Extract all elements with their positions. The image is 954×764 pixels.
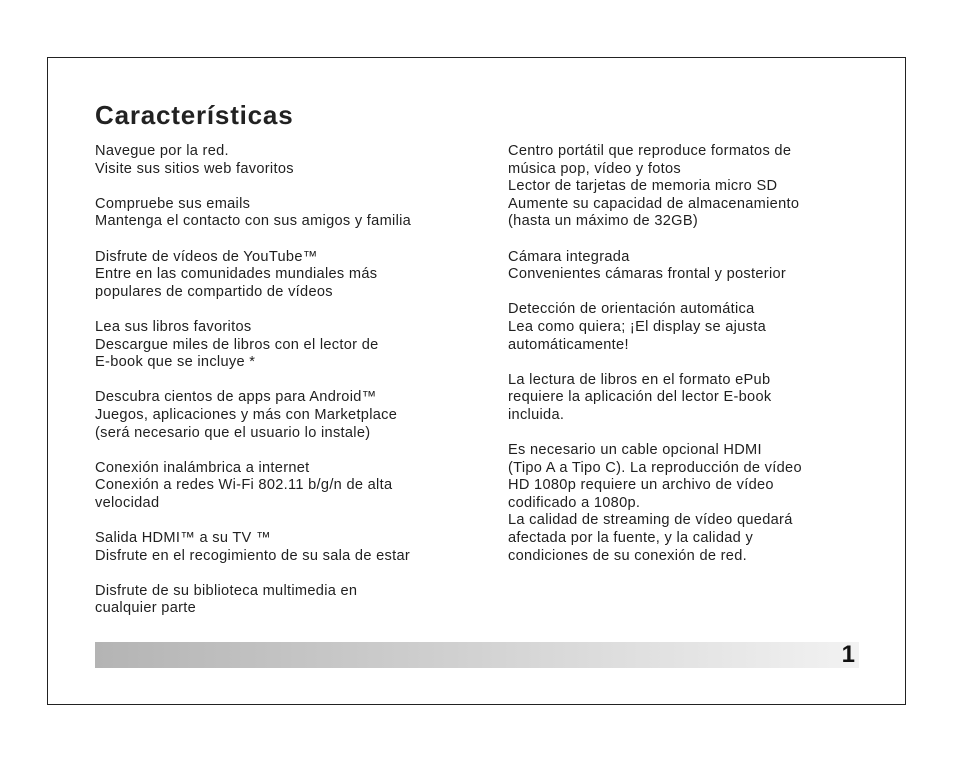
feature-paragraph: [95, 583, 485, 618]
feature-line: Convenientes cámaras frontal y posterior: [508, 266, 787, 283]
feature-line: velocidad: [95, 494, 160, 511]
feature-paragraph: [508, 143, 858, 231]
feature-paragraph: [95, 196, 485, 231]
feature-line: Cámara integrada: [508, 248, 630, 265]
feature-line: condiciones de su conexión de red.: [508, 547, 747, 564]
feature-line: codificado a 1080p.: [508, 494, 641, 511]
feature-paragraph: [95, 249, 485, 302]
feature-line: Lector de tarjetas de memoria micro SD: [508, 178, 778, 195]
feature-line: Disfrute de vídeos de YouTube™: [95, 248, 318, 265]
page-title: Características: [95, 100, 294, 130]
feature-line: Navegue por la red.: [95, 143, 229, 159]
feature-line: requiere la aplicación del lector E-book: [508, 389, 772, 406]
feature-line: Lea sus libros favoritos: [95, 318, 252, 335]
feature-paragraph: [95, 530, 485, 565]
feature-line: La calidad de streaming de vídeo quedará: [508, 512, 793, 529]
feature-line: Descubra cientos de apps para Android™: [95, 389, 377, 406]
feature-line: E-book que se incluye *: [95, 354, 256, 371]
feature-line: afectada por la fuente, y la calidad y: [508, 530, 754, 547]
feature-paragraph: [508, 301, 858, 354]
feature-line: incluida.: [508, 406, 565, 423]
feature-line: HD 1080p requiere un archivo de vídeo: [508, 477, 774, 494]
right-column: [508, 143, 858, 583]
footer-bar: [95, 642, 859, 668]
feature-line: Visite sus sitios web favoritos: [95, 160, 294, 177]
feature-line: Conexión inalámbrica a internet: [95, 459, 310, 476]
left-column: [95, 143, 485, 636]
feature-line: La lectura de libros en el formato ePub: [508, 371, 771, 388]
feature-line: música pop, vídeo y fotos: [508, 160, 681, 177]
feature-line: Lea como quiera; ¡El display se ajusta: [508, 318, 767, 335]
feature-line: (hasta un máximo de 32GB): [508, 213, 699, 230]
feature-paragraph: [95, 143, 485, 178]
page-number: 1: [841, 641, 855, 668]
feature-line: Aumente su capacidad de almacenamiento: [508, 195, 800, 212]
feature-line: Disfrute de su biblioteca multimedia en: [95, 582, 358, 599]
feature-line: (Tipo A a Tipo C). La reproducción de vídeo: [508, 459, 802, 476]
feature-line: Descargue miles de libros con el lector de: [95, 336, 379, 353]
feature-line: Centro portátil que reproduce formatos de: [508, 143, 792, 159]
feature-paragraph: [95, 319, 485, 372]
feature-paragraph: [508, 372, 858, 425]
feature-line: Es necesario un cable opcional HDMI: [508, 442, 762, 459]
feature-line: Mantenga el contacto con sus amigos y familia: [95, 213, 412, 230]
feature-line: cualquier parte: [95, 600, 197, 617]
feature-line: Disfrute en el recogimiento de su sala de estar: [95, 547, 411, 564]
feature-paragraph: [508, 442, 858, 565]
feature-line: Compruebe sus emails: [95, 195, 251, 212]
feature-line: populares de compartido de vídeos: [95, 283, 333, 300]
feature-line: Juegos, aplicaciones y más con Marketplace: [95, 406, 398, 423]
feature-paragraph: [508, 249, 858, 284]
feature-line: automáticamente!: [508, 336, 629, 353]
feature-line: Detección de orientación automática: [508, 301, 755, 318]
feature-paragraph: [95, 460, 485, 513]
feature-line: Entre en las comunidades mundiales más: [95, 266, 378, 283]
feature-line: Conexión a redes Wi-Fi 802.11 b/g/n de alta: [95, 477, 393, 494]
feature-paragraph: [95, 389, 485, 442]
feature-line: Salida HDMI™ a su TV ™: [95, 530, 271, 547]
feature-line: (será necesario que el usuario lo instale): [95, 424, 371, 441]
